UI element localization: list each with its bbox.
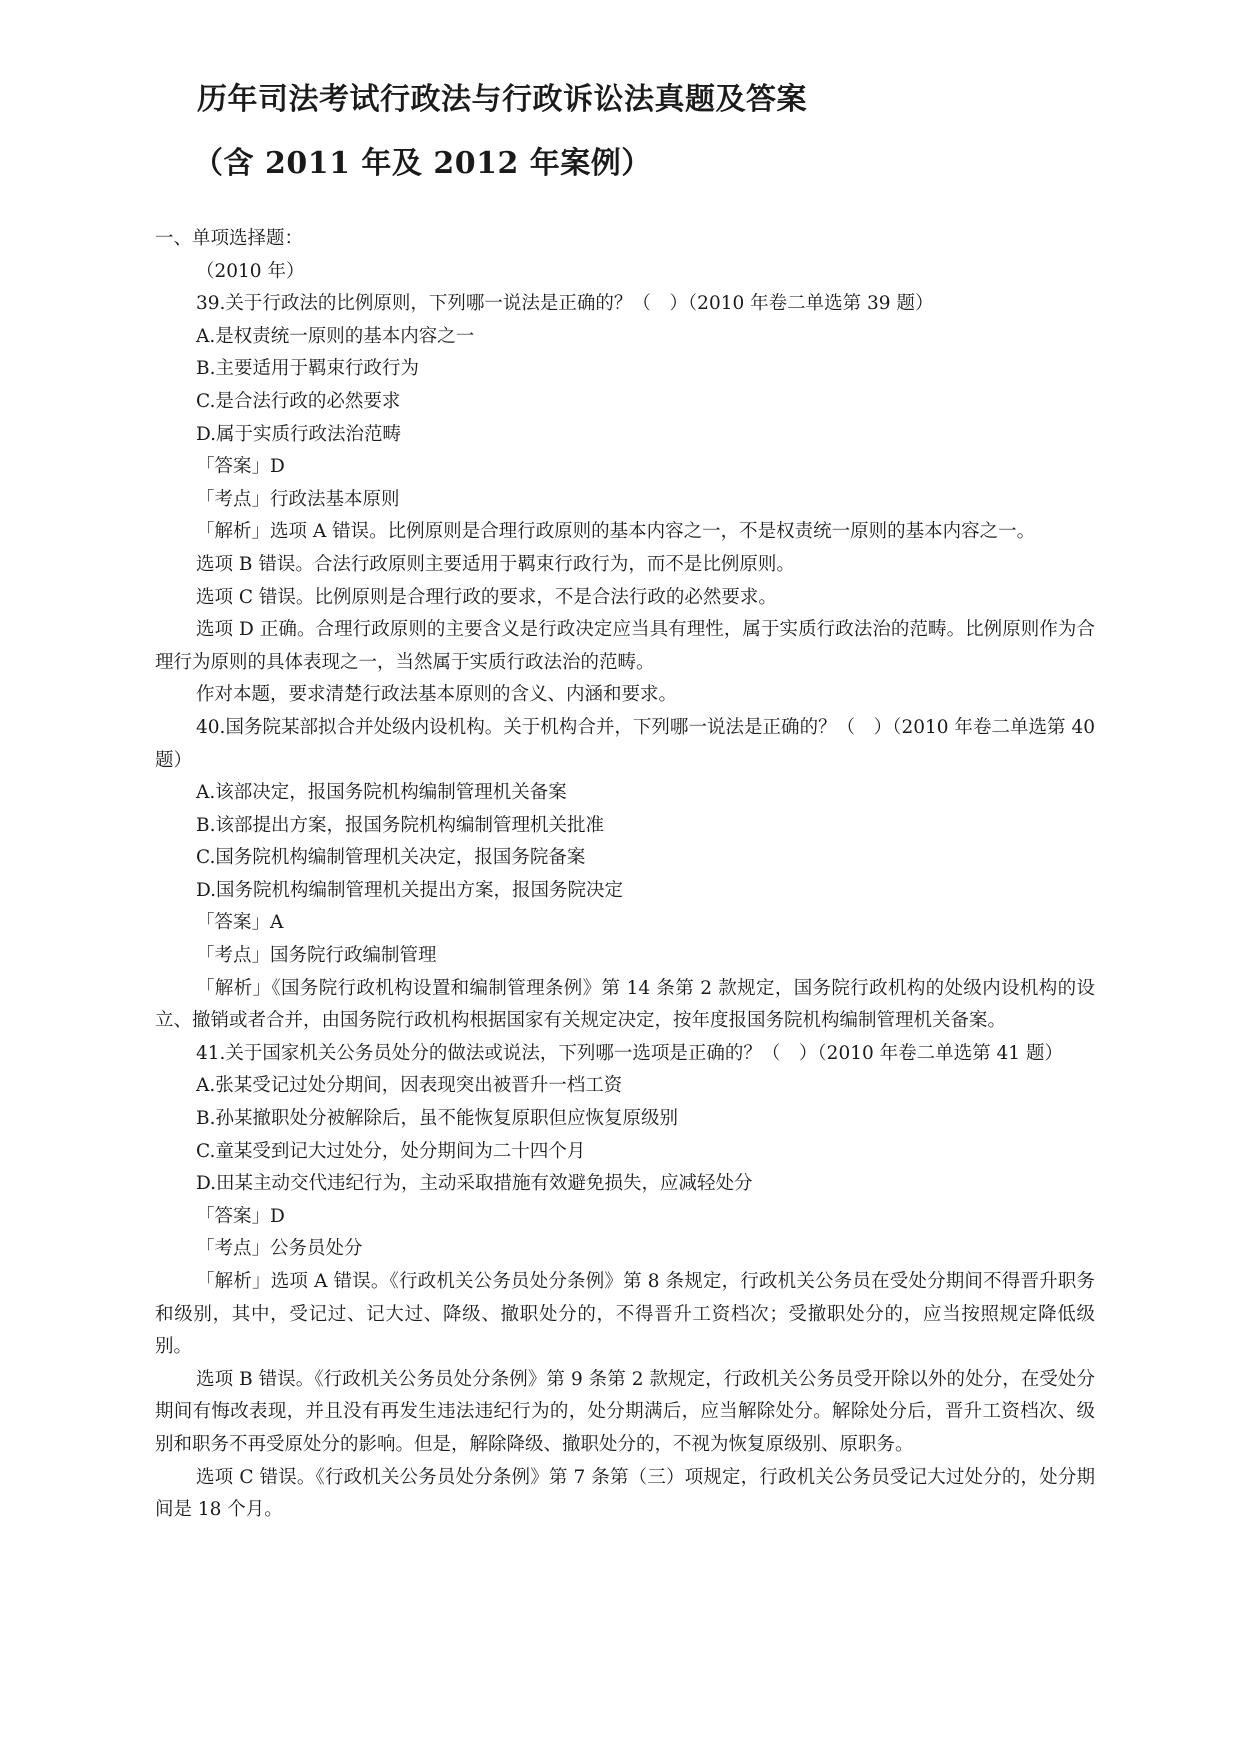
paragraph: （2010 年） bbox=[196, 260, 305, 282]
document-subtitle: （含 2011 年及 2012 年案例） bbox=[193, 146, 652, 181]
paragraph: A.是权责统一原则的基本内容之一 bbox=[196, 325, 475, 347]
paragraph: D.田某主动交代违纪行为，主动采取措施有效避免损失，应减轻处分 bbox=[196, 1173, 753, 1195]
paragraph: 作对本题，要求清楚行政法基本原则的含义、内涵和要求。 bbox=[196, 684, 678, 706]
paragraph: 「解析」《国务院行政机构设置和编制管理条例》第 14 条第 2 款规定，国务院行政机构的处级内设机构的设立、撤销或者合并，由国务院行政机构根据国家有关规定决定，按年度报国务院机构编制管理机关备案。 bbox=[155, 977, 1095, 1032]
document-title: 历年司法考试行政法与行政诉讼法真题及答案 bbox=[197, 82, 807, 117]
paragraph: A.张某受记过处分期间，因表现突出被晋升一档工资 bbox=[196, 1075, 623, 1097]
paragraph: 「考点」行政法基本原则 bbox=[196, 488, 400, 510]
paragraph: 41.关于国家机关公务员处分的做法或说法，下列哪一选项是正确的？（ ）（2010 年卷二单选第 41 题） bbox=[196, 1042, 1063, 1064]
paragraph: 选项 B 错误。《行政机关公务员处分条例》第 9 条第 2 款规定，行政机关公务员受开除以外的处分，在受处分期间有悔改表现，并且没有再发生违法违纪行为的，处分期满后，应当解除处分。解除处分后，晋升工资档次、级别和职务不再受原处分的影响。但是，解除降级、撤职处分的，不视为恢复原级别、原职务。 bbox=[155, 1368, 1095, 1455]
paragraph: 一、单项选择题： bbox=[155, 228, 304, 249]
paragraph: B.孙某撤职处分被解除后，虽不能恢复原职但应恢复原级别 bbox=[196, 1108, 678, 1130]
paragraph: 选项 C 错误。《行政机关公务员处分条例》第 7 条第（三）项规定，行政机关公务员受记大过处分的，处分期间是 18 个月。 bbox=[155, 1466, 1095, 1521]
paragraph: 「考点」国务院行政编制管理 bbox=[196, 945, 437, 967]
paragraph: 「考点」公务员处分 bbox=[196, 1238, 363, 1260]
paragraph: 「解析」选项 A 错误。《行政机关公务员处分条例》第 8 条规定，行政机关公务员在受处分期间不得晋升职务和级别，其中，受记过、记大过、降级、撤职处分的，不得晋升工资档次；受撤职处分的，应当按照规定降低级别。 bbox=[155, 1271, 1095, 1358]
paragraph: 「答案」D bbox=[196, 1205, 285, 1227]
paragraph: A.该部决定，报国务院机构编制管理机关备案 bbox=[196, 782, 567, 804]
paragraph: 「解析」选项 A 错误。比例原则是合理行政原则的基本内容之一，不是权责统一原则的基本内容之一。 bbox=[196, 521, 1036, 543]
paragraph: 选项 D 正确。合理行政原则的主要含义是行政决定应当具有理性，属于实质行政法治的范畴。比例原则作为合理行为原则的具体表现之一，当然属于实质行政法治的范畴。 bbox=[155, 619, 1095, 673]
paragraph: 40.国务院某部拟合并处级内设机构。关于机构合并，下列哪一说法是正确的？（ ）（2010 年卷二单选第 40 题） bbox=[155, 716, 1095, 771]
paragraph: B.主要适用于羁束行政行为 bbox=[196, 358, 419, 380]
paragraph: 39.关于行政法的比例原则，下列哪一说法是正确的？（ ）（2010 年卷二单选第 39 题） bbox=[196, 293, 934, 315]
paragraph: 「答案」D bbox=[196, 456, 285, 478]
paragraph: C.是合法行政的必然要求 bbox=[196, 390, 401, 412]
paragraph: C.童某受到记大过处分，处分期间为二十四个月 bbox=[196, 1140, 586, 1162]
paragraph: 「答案」A bbox=[196, 912, 284, 934]
document-body bbox=[155, 223, 1095, 1527]
paragraph: D.国务院机构编制管理机关提出方案，报国务院决定 bbox=[196, 879, 624, 901]
paragraph: D.属于实质行政法治范畴 bbox=[196, 423, 402, 445]
paragraph: 选项 B 错误。合法行政原则主要适用于羁束行政行为，而不是比例原则。 bbox=[196, 553, 795, 575]
paragraph: 选项 C 错误。比例原则是合理行政的要求，不是合法行政的必然要求。 bbox=[196, 586, 777, 608]
paragraph: C.国务院机构编制管理机关决定，报国务院备案 bbox=[196, 847, 586, 869]
paragraph: B.该部提出方案，报国务院机构编制管理机关批准 bbox=[196, 814, 604, 836]
